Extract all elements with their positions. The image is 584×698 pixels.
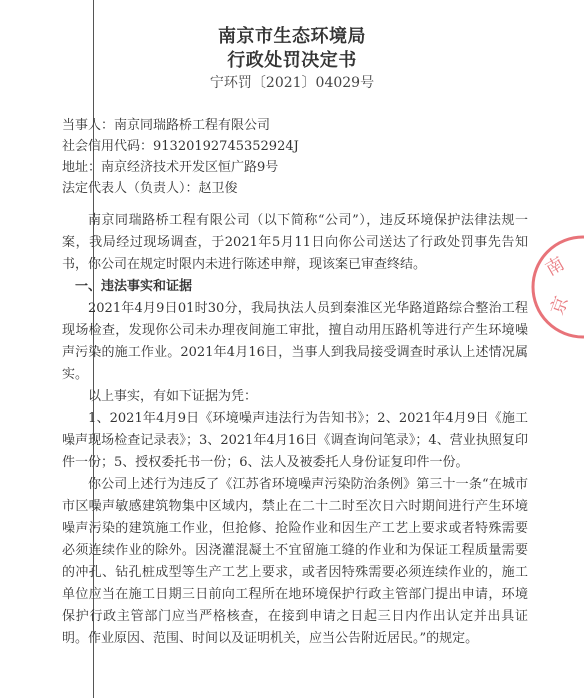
document-number: 宁环罚〔2021〕04029号	[209, 75, 375, 91]
party-address: 地址：南京经济技术开发区恒广路9号	[62, 160, 279, 175]
svg-text:南: 南	[542, 253, 569, 281]
legal-representative: 法定代表人（负责人）：赵卫俊	[62, 181, 238, 196]
document-title: 行政处罚决定书	[227, 50, 357, 71]
evidence-intro: 以上事实，有如下证据为凭：	[88, 389, 258, 404]
evidence-list: 1、2021年4月9日《环境噪声违法行为告知书》；2、2021年4月9日《施工噪声现场检查记录表》；3、2021年4月16日《调查询问笔录》；4、营业执照复印件一份；5、授权委托书一份；6、法人及被委托人身份证复印件一份。	[62, 411, 528, 470]
issuing-authority: 南京市生态环境局	[218, 26, 366, 47]
intro-paragraph: 南京同瑞路桥工程有限公司（以下简称“公司”），违反环境保护法律法规一案，我局经过现场调查，于2021年5月11日向你公司送达了行政处罚事先告知书，你公司在规定时限内未进行陈述申辩，现该案已审查终结。	[62, 213, 528, 272]
credit-code: 社会信用代码：91320192745352924J	[62, 139, 299, 154]
official-seal-icon	[528, 232, 584, 342]
party-name: 当事人：南京同瑞路桥工程有限公司	[62, 118, 271, 133]
document-body	[62, 210, 528, 650]
facts-paragraph: 2021年4月9日01时30分，我局执法人员到秦淮区光华路道路综合整治工程现场检查，发现你公司未办理夜间施工审批，擅自动用压路机等进行产生环境噪声污染的施工作业。2021年4月16日，当事人到我局接受调查时承认上述情况属实。	[62, 301, 528, 382]
violation-paragraph: 你公司上述行为违反了《江苏省环境噪声污染防治条例》第三十一条“在城市市区噪声敏感建筑物集中区域内，禁止在二十二时至次日六时期间进行产生环境噪声污染的建筑施工作业，但抢修、抢险作业和因生产工艺上要求或者特殊需要必须连续作业的除外。因浇灌混凝土不宜留施工缝的作业和为保证工程质量需要的冲孔、钻孔桩成型等生产工艺上要求，或者因特殊需要必须连续作业的，施工单位应当在施工日期三日前向工程所在地环境保护行政主管部门提出申请，环境保护行政主管部门应当严格核查，在接到申请之日起三日内作出认定并出具证明。作业原因、范围、时间以及证明机关，应当公告附近居民。”的规定。	[62, 477, 528, 646]
svg-text:京: 京	[546, 293, 573, 318]
section-heading-facts: 一、违法事实和证据	[75, 279, 193, 294]
